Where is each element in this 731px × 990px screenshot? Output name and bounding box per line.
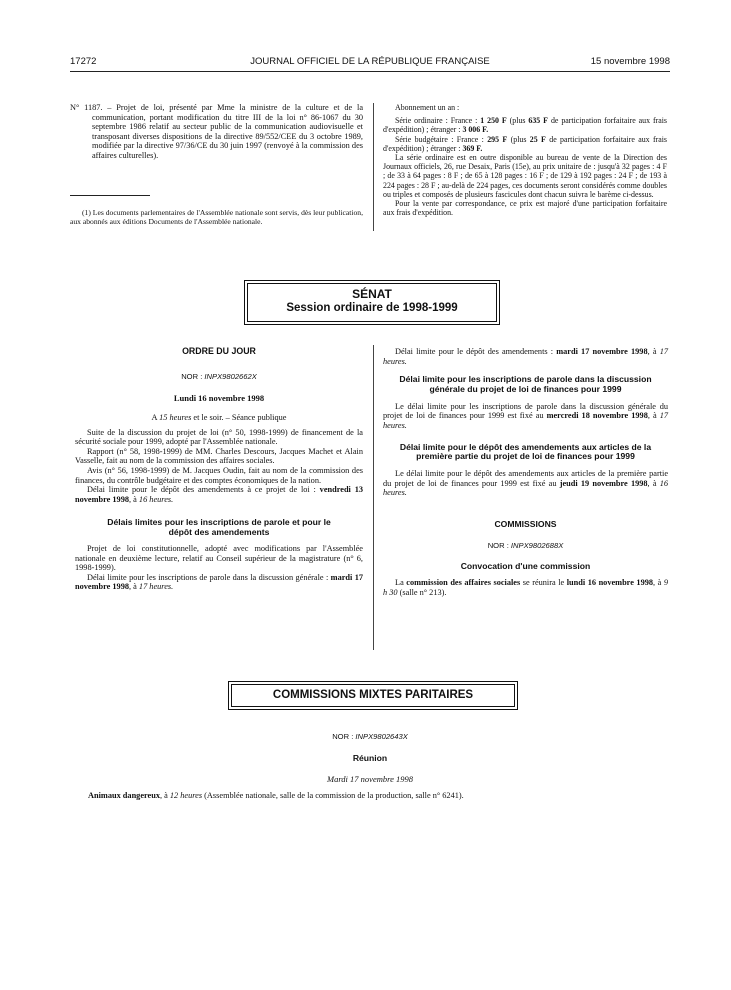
commissions-heading: COMMISSIONS — [494, 518, 557, 529]
delai-amendements: Délai limite pour le dépôt des amendements : mardi 17 novembre 1998, à 17 heures. — [383, 347, 668, 366]
delai-inscriptions-heading: Délai limite pour les inscriptions de parole dans la discussion générale du projet de loi de finances pour 1999 — [399, 374, 652, 394]
delai-amendements-text: Le délai limite pour le dépôt des amendements aux articles de la première partie du projet de loi de finances pour 1999 est fixé au jeudi 19 novembre 1998, à 16 heures. — [383, 469, 669, 498]
ordre-item-3: Avis (n° 56, 1998-1999) de M. Jacques Oudin, fait au nom de la commission des finances, du contrôle budgétaire et des comptes économiques de la nation. — [75, 465, 363, 485]
footnote-rule — [70, 195, 150, 196]
header-date: 15 novembre 1998 — [590, 56, 670, 67]
projet-constitutionnel: Projet de loi constitutionnelle, adopté avec modifications par l'Assemblée nationale en deuxième lecture, relatif au Conseil supérieur de la magistrature (n° 6, 1998-1999). — [75, 543, 363, 573]
convocation-heading: Convocation d'une commission — [460, 561, 591, 572]
delai-parole: Délai limite pour les inscriptions de parole dans la discussion générale : mardi 17 novembre 1998, à 17 heures. — [75, 572, 363, 592]
delais-heading: Délais limites pour les inscriptions de parole et pour le dépôt des amendements — [107, 517, 331, 538]
seance-time: A 15 heures et le soir. – Séance publique — [151, 412, 287, 422]
reunion-heading: Réunion — [352, 753, 388, 763]
top-left-column — [70, 103, 363, 161]
header-rule — [70, 71, 670, 72]
ordre-item-1: Suite de la discussion du projet de loi (n° 50, 1998-1999) de financement de la sécurité sociale pour 1999, adopté par l'Assemblée nationale. — [75, 427, 363, 447]
footnote: (1) Les documents parlementaires de l'Assemblée nationale sont servis, dès leur publication, aux abonnés aux éditions Documents de l'Assemblée nationale. — [70, 208, 363, 226]
top-right-column — [383, 103, 667, 217]
cmp-title: COMMISSIONS MIXTES PARITAIRES — [272, 689, 474, 701]
serie-budgetaire: Série budgétaire : France : 295 F (plus 25 F de participation forfaitaire aux frais d'expédition) ; étranger : 369 F. — [383, 134, 667, 153]
bill-item: N° 1187. – Projet de loi, présenté par Mme la ministre de la culture et de la communication, portant modification du titre III de la loi n° 86-1067 du 30 septembre 1986 relatif au secteur public de la communication audiovisuelle et transposant diverses dispositions de la directive 89/552/CEE du 3 octobre 1989, modifiée par la directive 97/36/CE du 30 juin 1997 (renvoyé à la commission des affaires culturelles). — [70, 103, 363, 160]
cmp-nor: NOR : INPX9802643X — [332, 732, 408, 741]
vente-correspondance: Pour la vente par correspondance, ce prix est majoré d'une participation forfaitaire aux frais d'expédition. — [383, 199, 667, 218]
convocation-text: La commission des affaires sociales se réunira le lundi 16 novembre 1998, à 9 h 30 (salle n° 213). — [383, 578, 669, 597]
session-title: Session ordinaire de 1998-1999 — [286, 302, 458, 314]
vente-bureau: La série ordinaire est en outre disponible au bureau de vente de la Direction des Journaux officiels, 26, rue Desaix, Paris (15e), au prix unitaire de : jusqu'à 32 pages : 4 F ; de 33 à 64 pages : 8 F ; de 65 à 128 pages : 16 F ; de 129 à 192 pages : 24 F ; de 193 à 224 pages : 28 F ; au-delà de 224 pages, ces documents seront considérés comme doubles ou triples et composés de plusieurs fascicules dont chacun suivra le barème ci-dessus. — [383, 153, 667, 199]
ordre-du-jour-column — [75, 347, 363, 592]
abonnement: Abonnement un an : — [395, 103, 460, 112]
serie-ordinaire: Série ordinaire : France : 1 250 F (plus 635 F de participation forfaitaire aux frais d'expédition) ; étranger : 3 006 F. — [383, 116, 667, 135]
journal-title: JOURNAL OFFICIEL DE LA RÉPUBLIQUE FRANÇAISE — [250, 56, 490, 67]
column-separator-middle — [373, 345, 374, 650]
right-column — [383, 347, 668, 597]
senat-title: SÉNAT — [352, 287, 392, 301]
ordre-item-2: Rapport (n° 58, 1998-1999) de MM. Charles Descours, Jacques Machet et Alain Vasselle, fait au nom de la commission des affaires sociales. — [75, 446, 363, 466]
commissions-nor: NOR : INPX9802688X — [487, 540, 564, 550]
delai-inscriptions-text: Le délai limite pour les inscriptions de parole dans la discussion générale du projet de loi de finances pour 1999 est fixé au mercredi 18 novembre 1998, à 17 heures. — [383, 401, 668, 430]
nor-reference: NOR : INPX9802662X — [181, 371, 257, 381]
senat-title-box — [247, 283, 497, 322]
reunion-date: Mardi 17 novembre 1998 — [326, 773, 413, 784]
ordre-item-4: Délai limite pour le dépôt des amendements à ce projet de loi : vendredi 13 novembre 1998, à 16 heures. — [75, 485, 363, 504]
column-separator-top — [373, 103, 374, 231]
page-header — [70, 56, 670, 70]
cmp-title-box — [231, 684, 515, 707]
ordre-du-jour-heading: ORDRE DU JOUR — [182, 346, 256, 356]
page-number: 17272 — [70, 56, 97, 67]
delai-amendements-heading: Délai limite pour le dépôt des amendements aux articles de la première partie du projet de loi de finances pour 1999 — [399, 441, 652, 462]
cmp-section — [70, 732, 670, 800]
reunion-item: Animaux dangereux, à 12 heures (Assemblée nationale, salle de la commission de la production, salle n° 6241). — [88, 790, 464, 800]
seance-date: Lundi 16 novembre 1998 — [173, 393, 265, 404]
